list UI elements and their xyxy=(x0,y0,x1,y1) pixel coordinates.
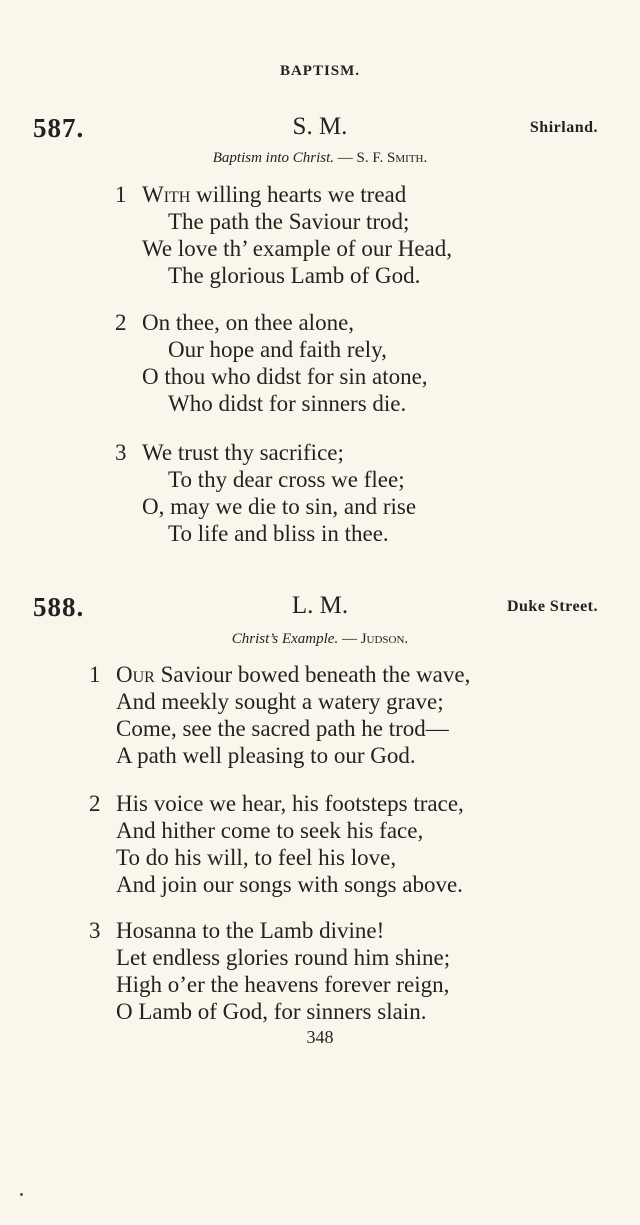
verse-line: And meekly sought a watery grave; xyxy=(116,689,444,714)
verse-line: And hither come to seek his face, xyxy=(116,818,424,843)
verse-line: Our hope and faith rely, xyxy=(168,337,387,362)
print-speck xyxy=(20,1193,23,1196)
verse-line: To life and bliss in thee. xyxy=(168,521,389,546)
verse-line: Let endless glories round him shine; xyxy=(116,945,451,970)
hymn-meter: L. M. xyxy=(291,592,349,619)
hymn-587-header xyxy=(0,113,640,147)
hymn-588-subtitle xyxy=(0,631,640,648)
verse-number: 1 xyxy=(115,182,127,207)
verse-line: A path well pleasing to our God. xyxy=(116,743,416,768)
verse-line: Come, see the sacred path he trod— xyxy=(116,716,449,741)
verse-line: The glorious Lamb of God. xyxy=(168,263,421,288)
verse-line: Hosanna to the Lamb divine! xyxy=(116,918,385,943)
verse-number: 2 xyxy=(89,791,101,816)
hymn-number: 588. xyxy=(33,592,85,622)
hymn-subtitle-author: — Judson. xyxy=(341,631,409,647)
hymn-subtitle-title: Baptism into Christ. xyxy=(212,150,335,166)
verse-line-rest: willing hearts we tread xyxy=(190,182,407,207)
verse-line: O thou who didst for sin atone, xyxy=(142,364,428,389)
hymn-number: 587. xyxy=(33,113,85,143)
hymn-588-header xyxy=(0,592,640,626)
verse-number: 3 xyxy=(89,918,101,943)
verse-line: O Lamb of God, for sinners slain. xyxy=(116,999,427,1024)
hymn-tune: Shirland. xyxy=(529,119,598,136)
hymn-subtitle-title: Christ’s Example. xyxy=(231,631,339,647)
verse-line: We love th’ example of our Head, xyxy=(142,236,453,261)
verse-line: We trust thy sacrifice; xyxy=(142,440,344,465)
verse-line: To do his will, to feel his love, xyxy=(116,845,397,870)
hymn-meter: S. M. xyxy=(292,113,348,140)
verse-line: High o’er the heavens forever reign, xyxy=(116,972,450,997)
verse-line xyxy=(142,182,406,208)
verse-line: O, may we die to sin, and rise xyxy=(142,494,417,519)
verse-first-word: With xyxy=(142,182,191,207)
verse-line: To thy dear cross we flee; xyxy=(168,467,405,492)
verse-line: And join our songs with songs above. xyxy=(116,872,463,897)
page-number: 348 xyxy=(306,1027,334,1047)
running-head: BAPTISM. xyxy=(279,63,361,79)
verse-line-rest: Saviour bowed beneath the wave, xyxy=(154,662,471,687)
verse-line: On thee, on thee alone, xyxy=(142,310,355,335)
verse-number: 2 xyxy=(115,310,127,335)
verse-number: 3 xyxy=(115,440,127,465)
hymn-tune: Duke Street. xyxy=(506,598,598,615)
verse-line: The path the Saviour trod; xyxy=(168,209,410,234)
verse-line: Who didst for sinners die. xyxy=(168,391,407,416)
hymn-subtitle-author: — S. F. Smith. xyxy=(337,150,428,166)
verse-line: His voice we hear, his footsteps trace, xyxy=(116,791,464,816)
verse-number: 1 xyxy=(89,662,101,687)
hymn-587-subtitle xyxy=(0,150,640,167)
verse-line xyxy=(116,662,470,688)
verse-first-word: Our xyxy=(116,662,155,687)
